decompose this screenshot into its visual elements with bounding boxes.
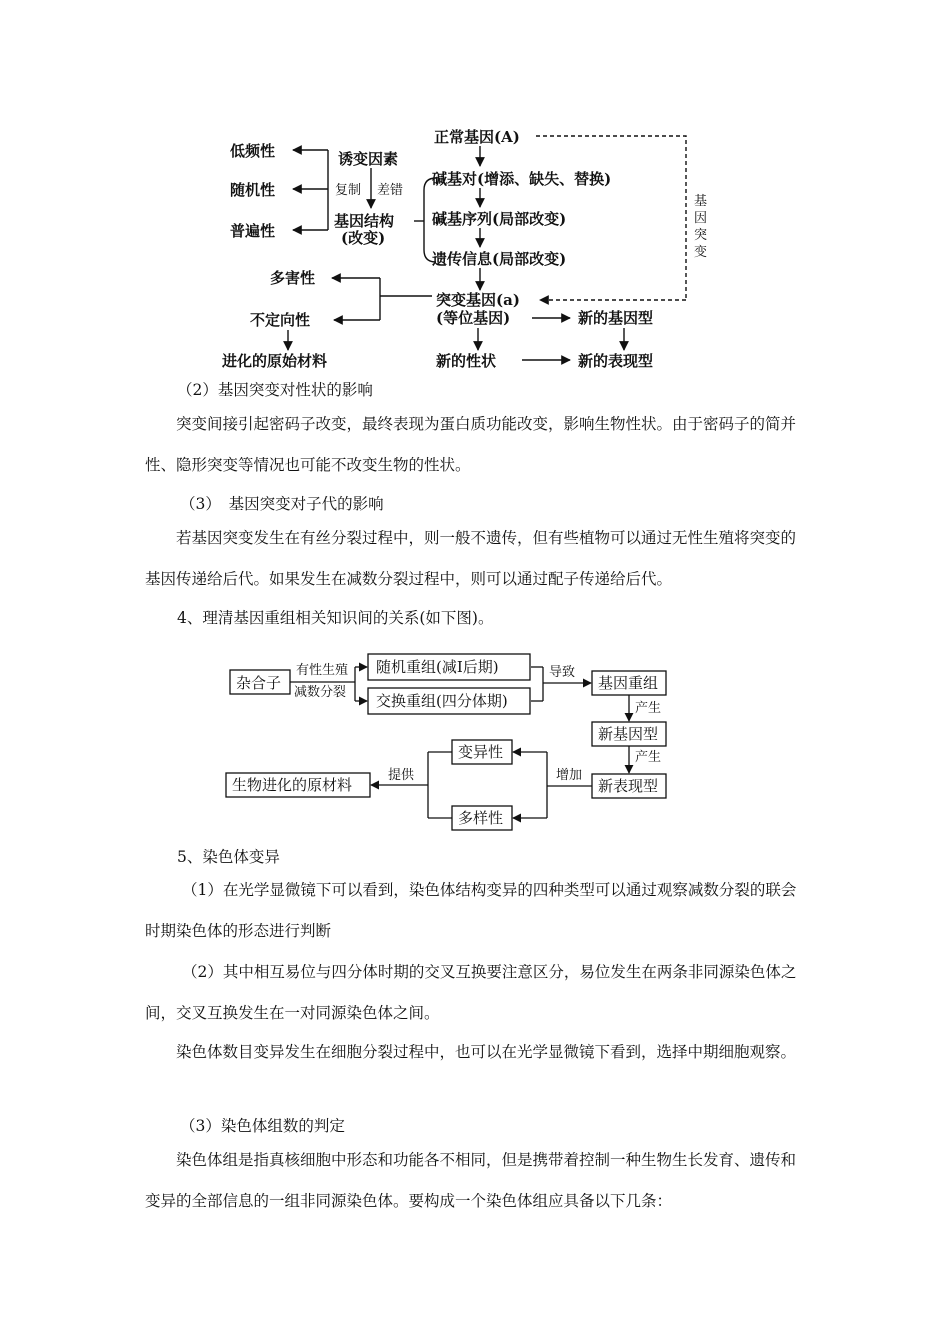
heading-5-3: （3）染色体组数的判定 <box>180 1117 345 1135</box>
produce-label-2: 产生 <box>635 750 662 765</box>
prop-universality: 普遍性 <box>230 222 276 240</box>
new-genotype-box-label: 新基因型 <box>598 725 659 743</box>
gene-recomb-label: 基因重组 <box>598 674 659 692</box>
base-pair-label: 碱基对(增添、缺失、替换) <box>432 170 612 188</box>
leads-to-label: 导致 <box>549 665 576 680</box>
genetic-info-label: 遗传信息(局部改变) <box>432 250 567 268</box>
random-recomb-label: 随机重组(减Ⅰ后期) <box>376 658 499 676</box>
diversity-label: 多样性 <box>458 809 504 827</box>
evo-material-label: 生物进化的原材料 <box>232 776 353 794</box>
produce-label-1: 产生 <box>635 701 662 716</box>
side-label-char-4: 变 <box>694 245 708 260</box>
new-genotype-label: 新的基因型 <box>578 309 654 327</box>
new-trait-label: 新的性状 <box>436 352 497 370</box>
meiosis-label: 减数分裂 <box>294 685 347 700</box>
increase-label: 增加 <box>556 768 583 783</box>
side-label-char-3: 突 <box>694 228 708 243</box>
normal-gene-label: 正常基因(A) <box>434 128 520 146</box>
paragraph-5-3: 染色体数目变异发生在细胞分裂过程中，也可以在光学显微镜下看到，选择中期细胞观察。 <box>176 1043 797 1061</box>
gene-mutation-diagram <box>0 0 950 380</box>
mutagen-label: 诱变因素 <box>338 150 399 168</box>
paragraph-effect-on-traits: 突变间接引起密码子改变，最终表现为蛋白质功能改变，影响生物性状。由于密码子的简并性、隐形突变等情况也可能不改变生物的性状。 <box>145 415 797 474</box>
raw-material-label: 进化的原始材料 <box>222 352 328 370</box>
gene-structure-label: 基因结构 <box>334 212 395 230</box>
new-phenotype-label: 新的表现型 <box>578 352 654 370</box>
allele-label: (等位基因) <box>436 309 511 327</box>
sexual-reproduction-label: 有性生殖 <box>296 663 349 678</box>
paragraph-5-2: （2）其中相互易位与四分体时期的交叉互换要注意区分，易位发生在两条非同源染色体之间，交叉互换发生在一对同源染色体之间。 <box>145 963 797 1022</box>
base-sequence-label: 碱基序列(局部改变) <box>432 210 567 228</box>
undirected-label: 不定向性 <box>250 311 311 329</box>
change-label: (改变) <box>341 229 386 247</box>
heading-effect-on-offspring: （3） 基因突变对子代的影响 <box>180 495 384 513</box>
harmful-label: 多害性 <box>270 269 316 287</box>
paragraph-effect-on-offspring: 若基因突变发生在有丝分裂过程中，则一般不遗传，但有些植物可以通过无性生殖将突变的基因传递给后代。如果发生在减数分裂过程中，则可以通过配子传递给后代。 <box>145 529 797 588</box>
variability-label: 变异性 <box>458 743 504 761</box>
prop-low-frequency: 低频性 <box>230 142 276 160</box>
provide-label: 提供 <box>388 768 415 783</box>
heading-section-4: 4、理清基因重组相关知识间的关系(如下图)。 <box>177 609 494 627</box>
heterozygote-label: 杂合子 <box>236 674 282 692</box>
copy-label: 复制 <box>335 183 362 198</box>
gene-recombination-diagram <box>0 640 950 840</box>
mutant-gene-label: 突变基因(a) <box>436 291 520 309</box>
paragraph-5-1: （1）在光学显微镜下可以看到，染色体结构变异的四种类型可以通过观察减数分裂的联会时期染色体的形态进行判断 <box>145 881 797 940</box>
error-label: 差错 <box>377 183 404 198</box>
side-label-char-2: 因 <box>694 211 708 226</box>
paragraph-5-4: 染色体组是指真核细胞中形态和功能各不相同，但是携带着控制一种生物生长发育、遗传和变异的全部信息的一组非同源染色体。要构成一个染色体组应具备以下几条： <box>145 1151 797 1210</box>
new-phenotype-box-label: 新表现型 <box>598 777 659 795</box>
exchange-recomb-label: 交换重组(四分体期) <box>376 692 508 710</box>
heading-effect-on-traits: （2）基因突变对性状的影响 <box>177 381 373 399</box>
side-label-char-1: 基 <box>694 194 708 209</box>
heading-section-5: 5、染色体变异 <box>177 848 280 866</box>
prop-randomness: 随机性 <box>230 181 276 199</box>
